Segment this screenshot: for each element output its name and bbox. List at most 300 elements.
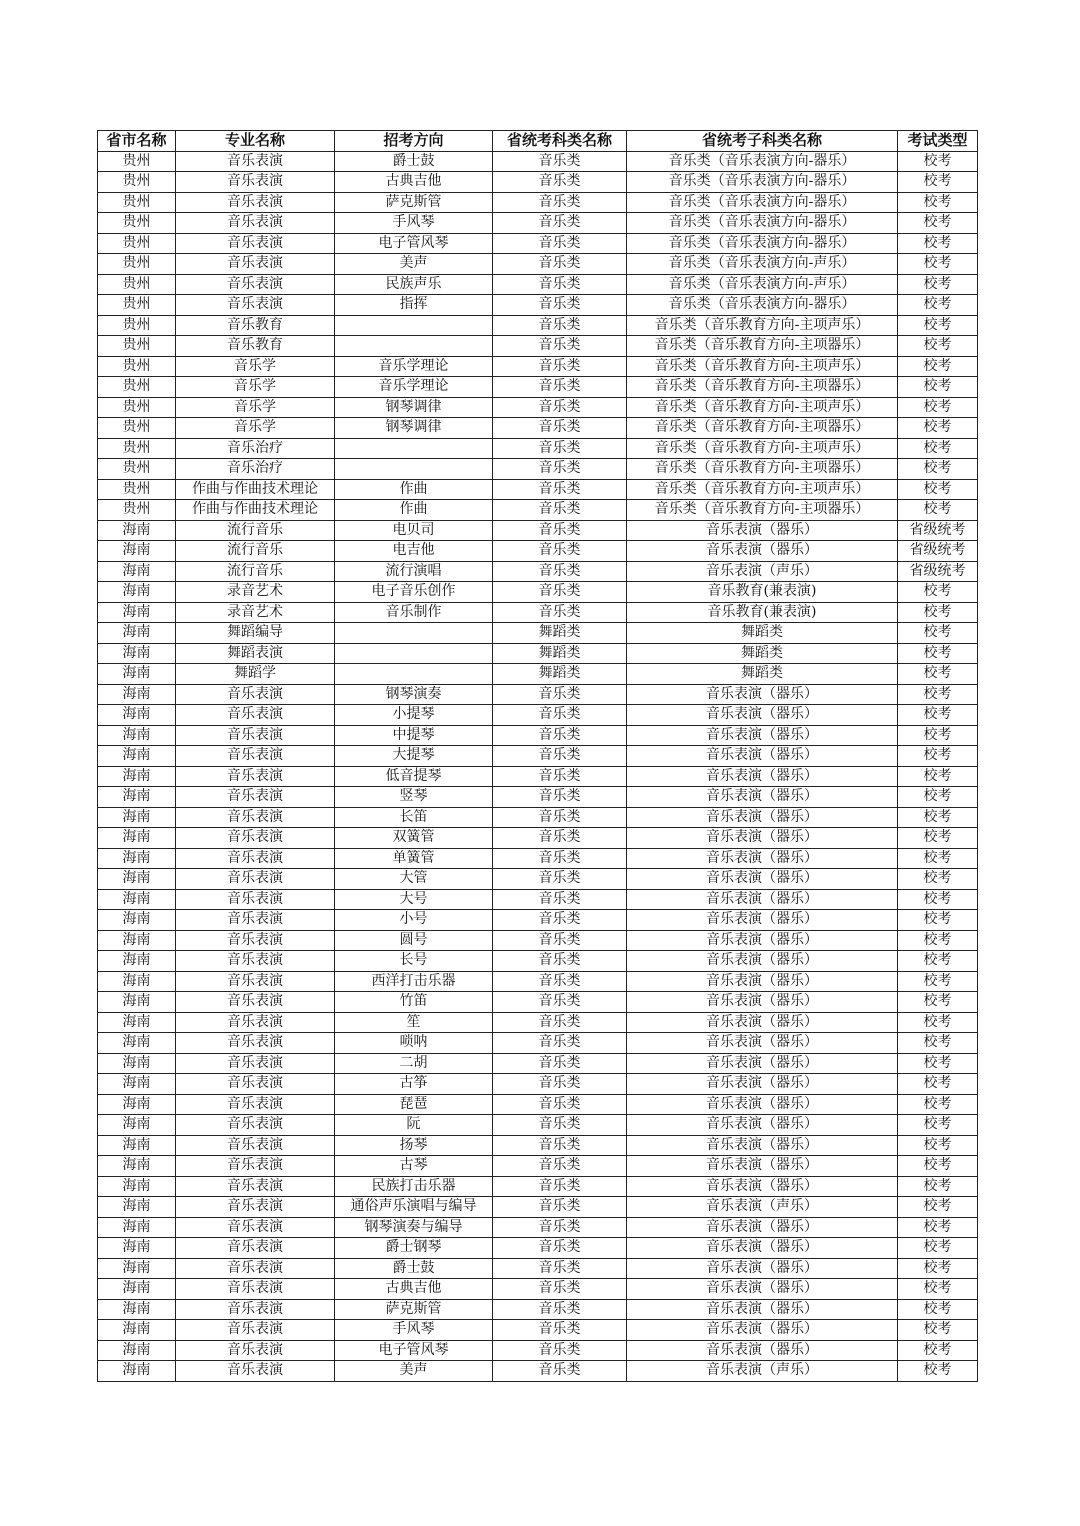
cell-category: 音乐类 <box>493 541 627 562</box>
cell-category: 音乐类 <box>493 254 627 275</box>
table-row <box>98 1279 978 1300</box>
cell-major: 音乐治疗 <box>176 438 335 459</box>
cell-exam-type: 校考 <box>898 1217 978 1238</box>
cell-direction <box>335 643 493 664</box>
cell-exam-type: 校考 <box>898 643 978 664</box>
cell-province: 海南 <box>98 541 176 562</box>
cell-category: 音乐类 <box>493 1238 627 1259</box>
table-row <box>98 705 978 726</box>
cell-subcategory: 音乐类（音乐表演方向-器乐） <box>627 172 898 193</box>
cell-exam-type: 校考 <box>898 479 978 500</box>
cell-exam-type: 校考 <box>898 356 978 377</box>
cell-subcategory: 音乐表演（器乐） <box>627 1176 898 1197</box>
cell-exam-type: 校考 <box>898 1074 978 1095</box>
header-category: 省统考科类名称 <box>493 131 627 152</box>
header-row <box>98 131 978 152</box>
cell-exam-type: 校考 <box>898 1094 978 1115</box>
cell-province: 贵州 <box>98 479 176 500</box>
cell-province: 贵州 <box>98 500 176 521</box>
cell-subcategory: 音乐教育(兼表演) <box>627 602 898 623</box>
cell-direction: 钢琴调律 <box>335 397 493 418</box>
cell-province: 海南 <box>98 766 176 787</box>
table-row <box>98 151 978 172</box>
cell-subcategory: 音乐表演（器乐） <box>627 951 898 972</box>
table-row <box>98 418 978 439</box>
cell-subcategory: 音乐表演（器乐） <box>627 1217 898 1238</box>
table-row <box>98 807 978 828</box>
cell-major: 音乐表演 <box>176 787 335 808</box>
table-row <box>98 541 978 562</box>
cell-category: 音乐类 <box>493 397 627 418</box>
cell-category: 音乐类 <box>493 336 627 357</box>
cell-province: 海南 <box>98 664 176 685</box>
cell-major: 作曲与作曲技术理论 <box>176 479 335 500</box>
cell-category: 音乐类 <box>493 930 627 951</box>
table-body <box>98 151 978 1381</box>
table-row <box>98 520 978 541</box>
cell-province: 贵州 <box>98 356 176 377</box>
cell-exam-type: 省级统考 <box>898 520 978 541</box>
cell-exam-type: 校考 <box>898 602 978 623</box>
table-row <box>98 479 978 500</box>
cell-direction: 低音提琴 <box>335 766 493 787</box>
cell-major: 音乐表演 <box>176 151 335 172</box>
cell-exam-type: 校考 <box>898 1279 978 1300</box>
cell-direction: 音乐学理论 <box>335 377 493 398</box>
cell-category: 音乐类 <box>493 418 627 439</box>
cell-subcategory: 音乐表演（器乐） <box>627 930 898 951</box>
cell-category: 音乐类 <box>493 151 627 172</box>
cell-direction: 古筝 <box>335 1074 493 1095</box>
cell-direction <box>335 623 493 644</box>
cell-subcategory: 音乐表演（器乐） <box>627 1320 898 1341</box>
cell-category: 音乐类 <box>493 459 627 480</box>
table-row <box>98 1176 978 1197</box>
cell-subcategory: 音乐类（音乐表演方向-器乐） <box>627 151 898 172</box>
cell-province: 海南 <box>98 1135 176 1156</box>
cell-category: 舞蹈类 <box>493 623 627 644</box>
cell-exam-type: 校考 <box>898 992 978 1013</box>
table-row <box>98 254 978 275</box>
cell-category: 舞蹈类 <box>493 643 627 664</box>
cell-subcategory: 音乐表演（声乐） <box>627 1197 898 1218</box>
cell-province: 海南 <box>98 561 176 582</box>
cell-major: 音乐学 <box>176 356 335 377</box>
cell-major: 音乐表演 <box>176 684 335 705</box>
cell-direction: 美声 <box>335 1361 493 1382</box>
table-row <box>98 274 978 295</box>
cell-direction <box>335 459 493 480</box>
cell-subcategory: 舞蹈类 <box>627 643 898 664</box>
cell-category: 音乐类 <box>493 438 627 459</box>
cell-direction: 爵士鼓 <box>335 1258 493 1279</box>
cell-subcategory: 音乐表演（器乐） <box>627 1115 898 1136</box>
cell-subcategory: 音乐表演（器乐） <box>627 828 898 849</box>
cell-exam-type: 校考 <box>898 1176 978 1197</box>
cell-exam-type: 校考 <box>898 1238 978 1259</box>
cell-subcategory: 音乐表演（器乐） <box>627 684 898 705</box>
cell-subcategory: 音乐类（音乐教育方向-主项器乐） <box>627 377 898 398</box>
table-row <box>98 561 978 582</box>
cell-major: 音乐表演 <box>176 705 335 726</box>
table-row <box>98 1053 978 1074</box>
cell-major: 音乐表演 <box>176 828 335 849</box>
cell-category: 音乐类 <box>493 992 627 1013</box>
cell-exam-type: 校考 <box>898 623 978 644</box>
cell-exam-type: 校考 <box>898 807 978 828</box>
table-row <box>98 233 978 254</box>
table-row <box>98 1033 978 1054</box>
cell-direction: 指挥 <box>335 295 493 316</box>
cell-exam-type: 校考 <box>898 889 978 910</box>
cell-direction: 大提琴 <box>335 746 493 767</box>
cell-exam-type: 校考 <box>898 705 978 726</box>
cell-subcategory: 音乐类（音乐表演方向-器乐） <box>627 295 898 316</box>
cell-major: 音乐表演 <box>176 233 335 254</box>
cell-direction: 圆号 <box>335 930 493 951</box>
table-row <box>98 910 978 931</box>
cell-major: 音乐表演 <box>176 1012 335 1033</box>
cell-subcategory: 音乐表演（器乐） <box>627 1238 898 1259</box>
cell-province: 海南 <box>98 602 176 623</box>
cell-province: 贵州 <box>98 438 176 459</box>
cell-subcategory: 音乐类（音乐教育方向-主项声乐） <box>627 479 898 500</box>
cell-province: 海南 <box>98 1299 176 1320</box>
cell-category: 音乐类 <box>493 520 627 541</box>
cell-category: 音乐类 <box>493 1197 627 1218</box>
cell-category: 音乐类 <box>493 602 627 623</box>
cell-subcategory: 音乐类（音乐教育方向-主项器乐） <box>627 418 898 439</box>
cell-subcategory: 音乐表演（器乐） <box>627 541 898 562</box>
cell-category: 音乐类 <box>493 1340 627 1361</box>
cell-exam-type: 校考 <box>898 151 978 172</box>
cell-major: 音乐表演 <box>176 1176 335 1197</box>
cell-category: 音乐类 <box>493 1156 627 1177</box>
cell-major: 作曲与作曲技术理论 <box>176 500 335 521</box>
cell-direction: 琵琶 <box>335 1094 493 1115</box>
cell-major: 舞蹈编导 <box>176 623 335 644</box>
cell-direction: 萨克斯管 <box>335 1299 493 1320</box>
cell-province: 海南 <box>98 1238 176 1259</box>
table-row <box>98 1012 978 1033</box>
cell-major: 音乐表演 <box>176 807 335 828</box>
cell-major: 音乐表演 <box>176 1197 335 1218</box>
cell-subcategory: 舞蹈类 <box>627 664 898 685</box>
cell-subcategory: 音乐表演（器乐） <box>627 992 898 1013</box>
cell-exam-type: 校考 <box>898 684 978 705</box>
cell-exam-type: 校考 <box>898 787 978 808</box>
cell-province: 海南 <box>98 848 176 869</box>
cell-province: 海南 <box>98 1340 176 1361</box>
cell-exam-type: 校考 <box>898 254 978 275</box>
cell-major: 音乐表演 <box>176 725 335 746</box>
cell-major: 音乐表演 <box>176 254 335 275</box>
cell-direction: 爵士鼓 <box>335 151 493 172</box>
cell-subcategory: 音乐表演（器乐） <box>627 971 898 992</box>
cell-exam-type: 校考 <box>898 418 978 439</box>
cell-direction: 手风琴 <box>335 213 493 234</box>
cell-province: 海南 <box>98 1258 176 1279</box>
table-row <box>98 684 978 705</box>
cell-direction: 小提琴 <box>335 705 493 726</box>
table-row <box>98 356 978 377</box>
cell-exam-type: 校考 <box>898 315 978 336</box>
cell-province: 海南 <box>98 787 176 808</box>
cell-major: 流行音乐 <box>176 561 335 582</box>
cell-province: 贵州 <box>98 151 176 172</box>
cell-subcategory: 音乐类（音乐教育方向-主项器乐） <box>627 459 898 480</box>
cell-exam-type: 校考 <box>898 1012 978 1033</box>
table-row <box>98 766 978 787</box>
cell-province: 海南 <box>98 684 176 705</box>
cell-province: 贵州 <box>98 336 176 357</box>
cell-province: 贵州 <box>98 213 176 234</box>
table-row <box>98 643 978 664</box>
cell-direction: 古典吉他 <box>335 1279 493 1300</box>
admissions-table <box>97 130 978 1382</box>
cell-major: 音乐教育 <box>176 336 335 357</box>
cell-province: 海南 <box>98 643 176 664</box>
cell-major: 音乐表演 <box>176 1279 335 1300</box>
cell-category: 音乐类 <box>493 172 627 193</box>
table-row <box>98 1361 978 1382</box>
table-row <box>98 971 978 992</box>
cell-category: 音乐类 <box>493 192 627 213</box>
cell-direction: 萨克斯管 <box>335 192 493 213</box>
table-row <box>98 848 978 869</box>
cell-subcategory: 音乐表演（器乐） <box>627 705 898 726</box>
table-row <box>98 1299 978 1320</box>
cell-province: 海南 <box>98 1320 176 1341</box>
cell-subcategory: 音乐表演（器乐） <box>627 1258 898 1279</box>
table-row <box>98 1340 978 1361</box>
cell-subcategory: 音乐表演（器乐） <box>627 869 898 890</box>
table-row <box>98 438 978 459</box>
cell-direction: 长笛 <box>335 807 493 828</box>
cell-direction: 唢呐 <box>335 1033 493 1054</box>
cell-province: 海南 <box>98 1217 176 1238</box>
cell-exam-type: 校考 <box>898 377 978 398</box>
cell-subcategory: 音乐类（音乐教育方向-主项器乐） <box>627 336 898 357</box>
cell-province: 贵州 <box>98 295 176 316</box>
cell-subcategory: 音乐表演（器乐） <box>627 1012 898 1033</box>
cell-province: 海南 <box>98 1156 176 1177</box>
cell-province: 海南 <box>98 1074 176 1095</box>
cell-direction: 竖琴 <box>335 787 493 808</box>
cell-subcategory: 音乐类（音乐教育方向-主项声乐） <box>627 315 898 336</box>
cell-major: 音乐表演 <box>176 172 335 193</box>
cell-category: 舞蹈类 <box>493 664 627 685</box>
cell-subcategory: 音乐表演（器乐） <box>627 1299 898 1320</box>
cell-exam-type: 校考 <box>898 1135 978 1156</box>
cell-province: 海南 <box>98 992 176 1013</box>
cell-subcategory: 音乐表演（器乐） <box>627 807 898 828</box>
table-row <box>98 1135 978 1156</box>
table-row <box>98 828 978 849</box>
cell-direction: 单簧管 <box>335 848 493 869</box>
cell-category: 音乐类 <box>493 705 627 726</box>
cell-province: 海南 <box>98 746 176 767</box>
cell-province: 海南 <box>98 1361 176 1382</box>
cell-exam-type: 校考 <box>898 1340 978 1361</box>
cell-direction: 古典吉他 <box>335 172 493 193</box>
cell-direction: 作曲 <box>335 479 493 500</box>
cell-exam-type: 校考 <box>898 1361 978 1382</box>
cell-major: 音乐表演 <box>176 930 335 951</box>
cell-province: 海南 <box>98 520 176 541</box>
cell-major: 舞蹈学 <box>176 664 335 685</box>
cell-major: 音乐表演 <box>176 1217 335 1238</box>
cell-province: 海南 <box>98 1053 176 1074</box>
cell-category: 音乐类 <box>493 725 627 746</box>
cell-major: 音乐表演 <box>176 1053 335 1074</box>
cell-subcategory: 音乐表演（器乐） <box>627 848 898 869</box>
cell-major: 录音艺术 <box>176 602 335 623</box>
cell-subcategory: 音乐表演（器乐） <box>627 787 898 808</box>
cell-exam-type: 校考 <box>898 1258 978 1279</box>
cell-major: 音乐表演 <box>176 1135 335 1156</box>
table-row <box>98 602 978 623</box>
cell-exam-type: 校考 <box>898 213 978 234</box>
table-row <box>98 1115 978 1136</box>
cell-exam-type: 校考 <box>898 438 978 459</box>
cell-subcategory: 音乐类（音乐表演方向-器乐） <box>627 192 898 213</box>
cell-province: 海南 <box>98 889 176 910</box>
cell-province: 贵州 <box>98 315 176 336</box>
cell-direction: 电吉他 <box>335 541 493 562</box>
cell-major: 流行音乐 <box>176 520 335 541</box>
cell-major: 音乐表演 <box>176 766 335 787</box>
cell-major: 音乐学 <box>176 397 335 418</box>
cell-direction <box>335 315 493 336</box>
cell-subcategory: 音乐表演（器乐） <box>627 1074 898 1095</box>
cell-category: 音乐类 <box>493 213 627 234</box>
cell-subcategory: 音乐类（音乐表演方向-声乐） <box>627 254 898 275</box>
table-row <box>98 172 978 193</box>
table-row <box>98 1258 978 1279</box>
cell-exam-type: 省级统考 <box>898 541 978 562</box>
cell-category: 音乐类 <box>493 746 627 767</box>
cell-category: 音乐类 <box>493 479 627 500</box>
table-row <box>98 459 978 480</box>
cell-direction: 双簧管 <box>335 828 493 849</box>
cell-exam-type: 校考 <box>898 582 978 603</box>
cell-category: 音乐类 <box>493 1279 627 1300</box>
table-row <box>98 623 978 644</box>
cell-direction <box>335 336 493 357</box>
table-row <box>98 295 978 316</box>
cell-direction: 民族打击乐器 <box>335 1176 493 1197</box>
cell-major: 音乐表演 <box>176 910 335 931</box>
header-subcategory: 省统考子科类名称 <box>627 131 898 152</box>
cell-major: 音乐表演 <box>176 1074 335 1095</box>
cell-exam-type: 校考 <box>898 1156 978 1177</box>
cell-province: 贵州 <box>98 397 176 418</box>
cell-province: 海南 <box>98 1033 176 1054</box>
header-province: 省市名称 <box>98 131 176 152</box>
cell-direction: 美声 <box>335 254 493 275</box>
cell-exam-type: 校考 <box>898 828 978 849</box>
cell-exam-type: 校考 <box>898 1033 978 1054</box>
cell-major: 音乐表演 <box>176 971 335 992</box>
cell-major: 音乐表演 <box>176 213 335 234</box>
cell-category: 音乐类 <box>493 315 627 336</box>
cell-direction: 阮 <box>335 1115 493 1136</box>
cell-subcategory: 音乐类（音乐表演方向-器乐） <box>627 233 898 254</box>
cell-subcategory: 音乐表演（声乐） <box>627 1361 898 1382</box>
cell-major: 音乐表演 <box>176 951 335 972</box>
cell-major: 舞蹈表演 <box>176 643 335 664</box>
cell-category: 音乐类 <box>493 1258 627 1279</box>
table-row <box>98 336 978 357</box>
cell-direction: 电子管风琴 <box>335 233 493 254</box>
cell-category: 音乐类 <box>493 561 627 582</box>
cell-province: 海南 <box>98 1279 176 1300</box>
cell-direction: 大管 <box>335 869 493 890</box>
cell-direction: 流行演唱 <box>335 561 493 582</box>
table-row <box>98 951 978 972</box>
cell-category: 音乐类 <box>493 500 627 521</box>
cell-exam-type: 校考 <box>898 274 978 295</box>
table-row <box>98 315 978 336</box>
cell-category: 音乐类 <box>493 684 627 705</box>
cell-category: 音乐类 <box>493 274 627 295</box>
cell-subcategory: 音乐类（音乐教育方向-主项声乐） <box>627 438 898 459</box>
cell-exam-type: 校考 <box>898 951 978 972</box>
table-row <box>98 1094 978 1115</box>
cell-direction: 钢琴演奏 <box>335 684 493 705</box>
cell-category: 音乐类 <box>493 889 627 910</box>
cell-exam-type: 校考 <box>898 1197 978 1218</box>
cell-direction: 音乐学理论 <box>335 356 493 377</box>
cell-province: 海南 <box>98 971 176 992</box>
cell-subcategory: 音乐表演（器乐） <box>627 1156 898 1177</box>
cell-exam-type: 校考 <box>898 295 978 316</box>
cell-direction: 扬琴 <box>335 1135 493 1156</box>
cell-province: 海南 <box>98 705 176 726</box>
cell-direction: 电子管风琴 <box>335 1340 493 1361</box>
cell-category: 音乐类 <box>493 787 627 808</box>
cell-subcategory: 音乐类（音乐教育方向-主项声乐） <box>627 397 898 418</box>
cell-subcategory: 音乐表演（器乐） <box>627 520 898 541</box>
header-exam-type: 考试类型 <box>898 131 978 152</box>
cell-subcategory: 音乐表演（器乐） <box>627 910 898 931</box>
cell-direction: 手风琴 <box>335 1320 493 1341</box>
cell-subcategory: 音乐表演（器乐） <box>627 1135 898 1156</box>
cell-major: 音乐表演 <box>176 1340 335 1361</box>
cell-category: 音乐类 <box>493 869 627 890</box>
cell-category: 音乐类 <box>493 1115 627 1136</box>
cell-exam-type: 省级统考 <box>898 561 978 582</box>
cell-direction: 电贝司 <box>335 520 493 541</box>
table-row <box>98 500 978 521</box>
cell-subcategory: 音乐表演（器乐） <box>627 889 898 910</box>
table-row <box>98 1197 978 1218</box>
cell-category: 音乐类 <box>493 1135 627 1156</box>
cell-subcategory: 音乐表演（器乐） <box>627 1033 898 1054</box>
table-row <box>98 213 978 234</box>
cell-major: 音乐表演 <box>176 746 335 767</box>
header-direction: 招考方向 <box>335 131 493 152</box>
cell-direction: 电子音乐创作 <box>335 582 493 603</box>
table-row <box>98 1217 978 1238</box>
cell-direction: 二胡 <box>335 1053 493 1074</box>
cell-province: 贵州 <box>98 459 176 480</box>
cell-subcategory: 音乐类（音乐教育方向-主项器乐） <box>627 500 898 521</box>
cell-category: 音乐类 <box>493 910 627 931</box>
cell-major: 音乐表演 <box>176 1238 335 1259</box>
cell-major: 音乐表演 <box>176 192 335 213</box>
